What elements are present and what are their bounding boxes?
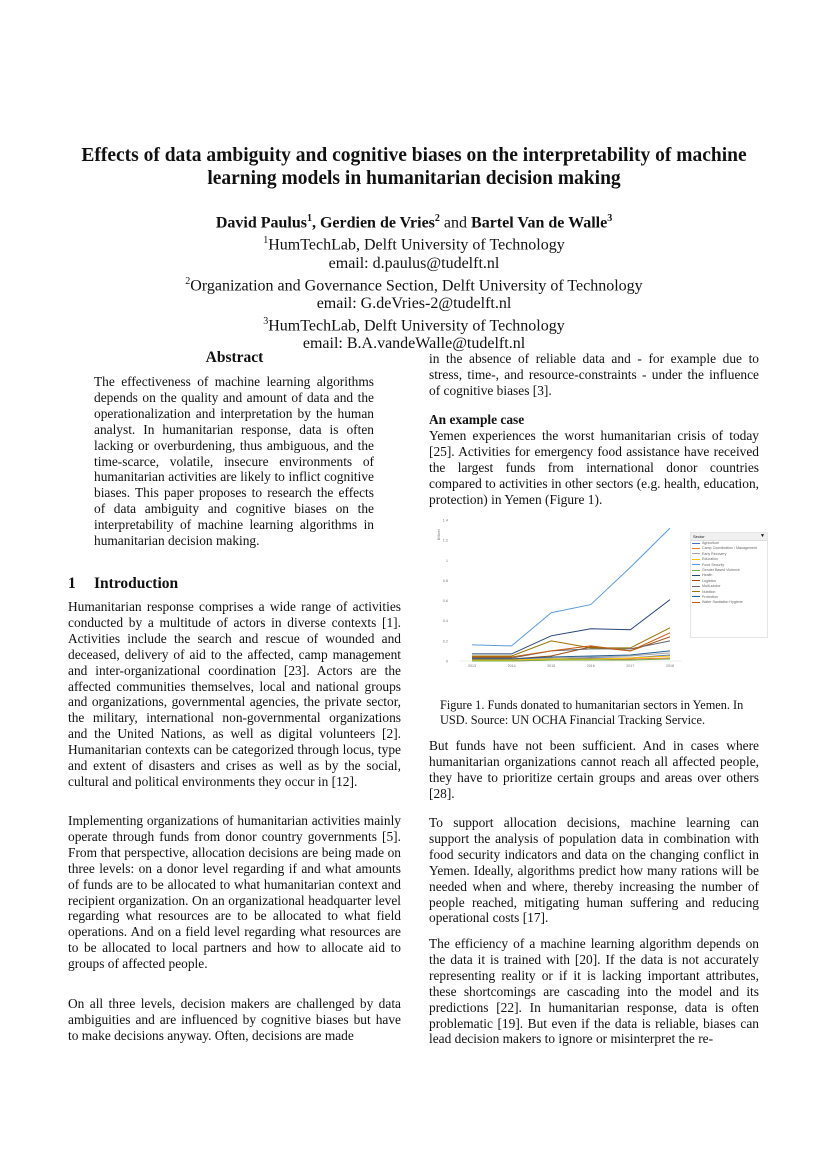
legend-swatch [692, 602, 700, 603]
y-tick-label: 0.4 [442, 619, 448, 624]
y-tick-label: 1.4 [442, 518, 448, 523]
affiliation [60, 232, 768, 254]
legend-header [691, 533, 767, 541]
legend-label: Nutrition [702, 589, 716, 594]
legend-label: Early Recovery [702, 551, 727, 556]
affiliation-sup: 1 [263, 235, 269, 247]
legend-label: Health [702, 573, 713, 578]
author-name: Bartel Van de Walle [471, 214, 608, 232]
y-axis-label: Billions [437, 529, 441, 541]
legend-swatch [692, 553, 700, 554]
y-tick-label: 0 [445, 659, 448, 664]
legend-label: Logistics [702, 578, 716, 583]
x-tick-label: 2018 [666, 664, 674, 668]
author-name: Gerdien de Vries [319, 214, 435, 232]
filter-icon: ▼ [760, 533, 765, 539]
paragraph: Humanitarian response comprises a wide range of activities conducted by a multitude of actors in diverse contexts [1]. Activities include the search and rescue of wounded and deceased, delivery of aid to the affected, camp management and inter-organizational coordination [23]. Actors are the affected communities themselves, local and national groups and organizations, governmental agencies, the private sector, the military, international non-governmental organizations and the United Nations, as well as digital volunteers [2]. Humanitarian contexts can be categorized through locus, type and extent of disasters and crises as well as by the social, cultural and political environments they occur in [12]. [68, 599, 401, 789]
series-line [472, 528, 670, 646]
subsection-heading: An example case [429, 412, 525, 427]
affiliation-sup: 3 [263, 315, 269, 327]
paragraph: in the absence of reliable data and - for example due to stress, time-, and resource-constraints - under the influence of cognitive biases [3]. [429, 351, 759, 398]
legend-label: Agriculture [702, 541, 720, 545]
legend-label: Camp Coordination / Management [702, 546, 757, 551]
x-tick-label: 2017 [626, 664, 635, 668]
affiliation-email: email: d.paulus@tudelft.nl [328, 254, 500, 272]
affiliation-sup: 2 [185, 275, 191, 287]
legend-swatch [692, 591, 700, 592]
affiliation-org: HumTechLab, Delft University of Technology [268, 236, 565, 254]
legend-label: Food Security [702, 562, 725, 567]
section-number: 1 [68, 575, 76, 592]
chart-legend [690, 532, 768, 638]
right-para-2 [429, 815, 759, 926]
author-block [60, 210, 768, 353]
legend-label: Multi-sector [702, 584, 721, 589]
figure-caption: Figure 1. Funds donated to humanitarian sectors in Yemen. In USD. Source: UN OCHA Financial Tracking Service. [440, 698, 744, 727]
right-para-1 [429, 738, 759, 802]
paragraph: The efficiency of a machine learning algorithm depends on the data it is trained with [20]. If the data is not accurately representing reality or if it is lacking important attributes, these shortcomings are cascading into the model and its predictions [22]. In humanitarian response, data is often problematic [19]. But even if the data is reliable, biases can lead decision makers to ignore or misinterpret the re- [429, 936, 759, 1047]
legend-title: Sector [693, 534, 705, 539]
legend-swatch [692, 543, 700, 544]
paragraph: On all three levels, decision makers are challenged by data ambiguities and are influenced by cognitive biases but have to make decisions anyway. Often, decisions are made [68, 996, 401, 1043]
affiliation-email: email: G.deVries-2@tudelft.nl [316, 294, 512, 312]
right-para-3 [429, 936, 759, 1047]
legend-swatch [692, 564, 700, 565]
legend-swatch [692, 559, 700, 560]
legend-swatch [692, 580, 700, 581]
intro-para-3 [68, 996, 401, 1044]
section-title: Introduction [94, 575, 179, 592]
chart-lines [472, 528, 670, 661]
affiliation [60, 313, 768, 335]
paragraph: But funds have not been sufficient. And in cases where humanitarian organizations cannot reach all affected people, they have to prioritize certain groups and areas over others [28]. [429, 738, 759, 801]
intro-para-1 [68, 599, 401, 790]
x-tick-label: 2016 [586, 664, 595, 668]
author-sup: 1 [306, 213, 312, 224]
paper-title: Effects of data ambiguity and cognitive biases on the interpretability of machine learning models in humanitarian decision making [81, 145, 747, 189]
legend-swatch [692, 596, 700, 597]
x-tick-label: 2014 [507, 664, 516, 668]
author-names [60, 210, 768, 232]
right-para-0 [429, 351, 759, 399]
author-separator: and [439, 214, 472, 232]
legend-item [691, 600, 767, 605]
author-name: David Paulus [215, 214, 307, 232]
legend-label: Protection [702, 594, 719, 599]
example-block [429, 412, 759, 507]
x-tick-label: 2015 [547, 664, 556, 668]
y-tick-label: 0.2 [442, 639, 448, 644]
paragraph: To support allocation decisions, machine learning can support the analysis of population data in combination with food security indicators and data on the changing conflict in Yemen. Ideally, algorithms predict how many rations will be needed when and where, thereby increasing the number of people reached, mitigating human suffering and reducing operational costs [17]. [429, 815, 759, 926]
affiliation [60, 273, 768, 295]
affiliation-org: Organization and Governance Section, Delft University of Technology [190, 276, 643, 294]
x-tick-label: 2013 [468, 664, 476, 668]
y-tick-label: 0.6 [442, 599, 448, 604]
author-sup: 3 [607, 213, 613, 224]
y-tick-label: 1 [445, 558, 448, 563]
affiliation-org: HumTechLab, Delft University of Technology [268, 317, 565, 335]
legend-swatch [692, 575, 700, 576]
abstract-body [94, 374, 374, 549]
legend-label: Water Sanitation Hygiene [702, 600, 743, 605]
y-tick-label: 0.8 [442, 578, 448, 583]
abstract-heading: Abstract [205, 349, 264, 366]
author-sup: 2 [434, 213, 440, 224]
section-heading [68, 575, 178, 593]
y-tick-label: 1.2 [442, 538, 448, 543]
paragraph: Implementing organizations of humanitarian activities mainly operate through funds from donor country governments [5]. From that perspective, allocation decisions are being made on three levels: on a donor level regarding if and what amounts of funds are to be allocated to what humanitarian context and recipient organization. On an organizational headquarter level regarding what resources are to be allocated to what field operations. And on a field level regarding what resources are to be allocated to local partners and how to allocate aid to groups of affected people. [68, 813, 401, 972]
legend-swatch [692, 586, 700, 587]
author-separator: , [311, 214, 320, 232]
legend-swatch [692, 570, 700, 571]
intro-para-2 [68, 813, 401, 972]
paragraph: Yemen experiences the worst humanitarian crisis of today [25]. Activities for emergency food assistance have received the largest funds from international donor countries compared to activities in other sectors (e.g. health, education, protection) in Yemen (Figure 1). [429, 427, 759, 507]
legend-swatch [692, 548, 700, 549]
legend-label: Gender Based Violence [702, 567, 740, 572]
abstract-text: The effectiveness of machine learning algorithms depends on the quality and amount of data and the operationalization and interpretation by the human analyst. In humanitarian response, data is often lacking or overburdening, thus ambiguous, and the time-scarce, volatile, insecure environments of humanitarian activities are likely to inflict cognitive biases. This paper proposes to research the effects of data ambiguity and cognitive biases on the interpretability of machine learning algorithms in humanitarian decision making. [94, 374, 374, 549]
legend-label: Education [702, 557, 718, 562]
affiliation-email: email: B.A.vandeWalle@tudelft.nl [302, 335, 526, 353]
